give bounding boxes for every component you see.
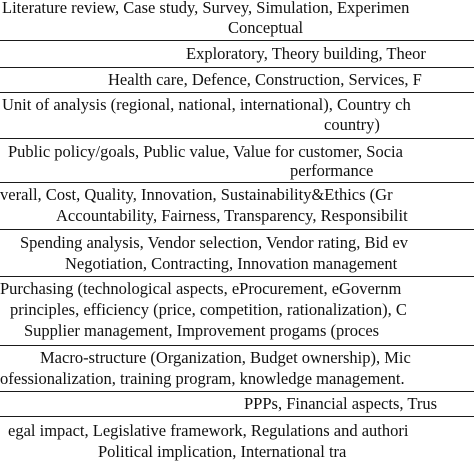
- table-cell-line: Unit of analysis (regional, national, international), Country ch: [2, 95, 411, 114]
- table-row: [0, 276, 474, 345]
- table-cell-line: principles, efficiency (price, competition, rationalization), C: [10, 300, 407, 319]
- table-row: [0, 345, 474, 391]
- table-row: [0, 391, 474, 416]
- table-cell-line: Accountability, Fairness, Transparency, Responsibilit: [56, 206, 408, 225]
- table-cell-line: Literature review, Case study, Survey, Simulation, Experimen: [2, 0, 410, 17]
- table-cell-line: Spending analysis, Vendor selection, Vendor rating, Bid ev: [20, 233, 408, 252]
- table-row: [0, 138, 474, 182]
- table-row: [0, 0, 474, 38]
- table-row: [0, 416, 474, 475]
- table-cell-line: performance: [290, 161, 374, 180]
- table-cell-line: Macro-structure (Organization, Budget ownership), Mic: [40, 348, 411, 367]
- table-cell-line: Political implication, International tra: [98, 442, 347, 461]
- table-cell-line: PPPs, Financial aspects, Trus: [244, 394, 437, 413]
- table-cell-line: Conceptual: [228, 18, 304, 37]
- table-cell-line: Negotiation, Contracting, Innovation management: [65, 254, 398, 273]
- table-row: [0, 67, 474, 92]
- table-cell-line: verall, Cost, Quality, Innovation, Sustainability&Ethics (Gr: [0, 185, 393, 204]
- table-cell-line: Supplier management, Improvement progams (proces: [24, 321, 380, 340]
- table-cell-line: Purchasing (technological aspects, eProcurement, eGovernm: [0, 279, 402, 298]
- table-cell-line: country): [324, 115, 380, 134]
- table-row: [0, 40, 474, 67]
- table-row: [0, 182, 474, 229]
- table-row: [0, 229, 474, 276]
- table-cell-line: Public policy/goals, Public value, Value for customer, Socia: [8, 142, 403, 161]
- table-cell-line: egal impact, Legislative framework, Regulations and authori: [8, 421, 409, 440]
- table-cell-line: Exploratory, Theory building, Theor: [186, 44, 426, 63]
- table-cell-line: Health care, Defence, Construction, Services, F: [108, 70, 422, 89]
- table-cell-line: ofessionalization, training program, knowledge management.: [0, 369, 405, 388]
- table-row: [0, 92, 474, 137]
